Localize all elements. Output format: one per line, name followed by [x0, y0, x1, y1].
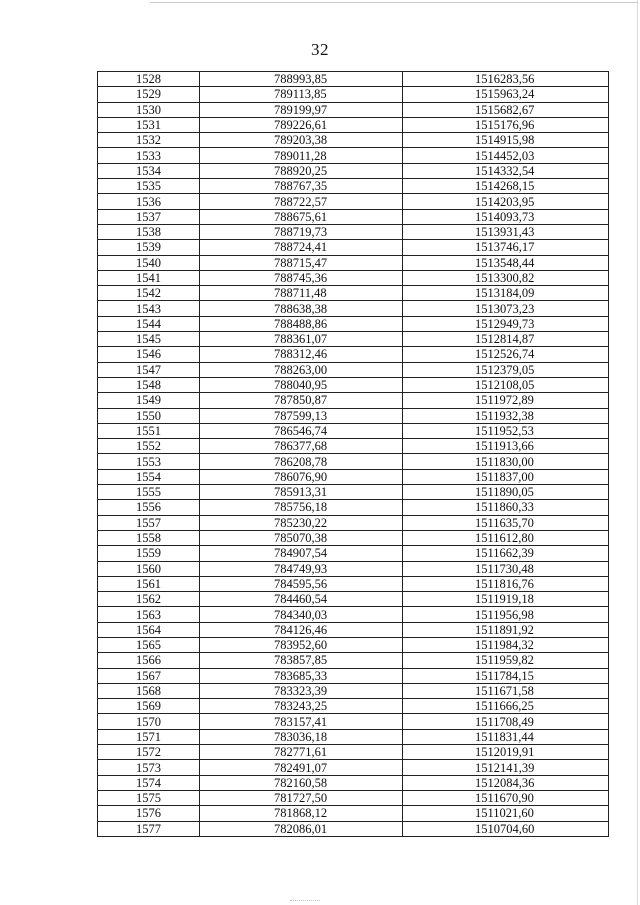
y-coordinate-cell: 1511837,00: [403, 469, 609, 484]
coordinates-table-container: [97, 71, 608, 837]
x-coordinate-cell: 782086,01: [200, 821, 403, 836]
y-coordinate-cell: 1514452,03: [403, 148, 609, 163]
x-coordinate-cell: 788263,00: [200, 362, 403, 377]
y-coordinate-cell: 1512379,05: [403, 362, 609, 377]
y-coordinate-cell: 1511670,90: [403, 790, 609, 805]
x-coordinate-cell: 788722,57: [200, 194, 403, 209]
x-coordinate-cell: 786076,90: [200, 469, 403, 484]
x-coordinate-cell: 786208,78: [200, 454, 403, 469]
table-row: [98, 286, 609, 301]
y-coordinate-cell: 1513931,43: [403, 224, 609, 239]
point-number-cell: 1550: [98, 408, 200, 423]
table-row: [98, 790, 609, 805]
y-coordinate-cell: 1511891,92: [403, 622, 609, 637]
table-row: [98, 561, 609, 576]
point-number-cell: 1534: [98, 163, 200, 178]
y-coordinate-cell: 1511932,38: [403, 408, 609, 423]
point-number-cell: 1529: [98, 87, 200, 102]
table-row: [98, 87, 609, 102]
y-coordinate-cell: 1511952,53: [403, 423, 609, 438]
y-coordinate-cell: 1511816,76: [403, 576, 609, 591]
point-number-cell: 1531: [98, 117, 200, 132]
x-coordinate-cell: 787850,87: [200, 393, 403, 408]
coordinates-table: [97, 71, 609, 837]
table-row: [98, 72, 609, 87]
table-row: [98, 194, 609, 209]
y-coordinate-cell: 1511831,44: [403, 729, 609, 744]
table-row: [98, 148, 609, 163]
point-number-cell: 1539: [98, 240, 200, 255]
table-row: [98, 469, 609, 484]
table-row: [98, 347, 609, 362]
y-coordinate-cell: 1515682,67: [403, 102, 609, 117]
y-coordinate-cell: 1515176,96: [403, 117, 609, 132]
point-number-cell: 1535: [98, 179, 200, 194]
point-number-cell: 1553: [98, 454, 200, 469]
x-coordinate-cell: 782771,61: [200, 745, 403, 760]
y-coordinate-cell: 1512526,74: [403, 347, 609, 362]
table-row: [98, 760, 609, 775]
point-number-cell: 1533: [98, 148, 200, 163]
table-row: [98, 622, 609, 637]
table-row: [98, 117, 609, 132]
table-row: [98, 576, 609, 591]
table-row: [98, 439, 609, 454]
point-number-cell: 1557: [98, 515, 200, 530]
table-row: [98, 745, 609, 760]
point-number-cell: 1572: [98, 745, 200, 760]
x-coordinate-cell: 785913,31: [200, 485, 403, 500]
point-number-cell: 1548: [98, 377, 200, 392]
table-row: [98, 133, 609, 148]
y-coordinate-cell: 1511860,33: [403, 500, 609, 515]
y-coordinate-cell: 1515963,24: [403, 87, 609, 102]
x-coordinate-cell: 788767,35: [200, 179, 403, 194]
x-coordinate-cell: 788920,25: [200, 163, 403, 178]
page-number: 32: [311, 40, 329, 59]
point-number-cell: 1566: [98, 653, 200, 668]
point-number-cell: 1538: [98, 224, 200, 239]
y-coordinate-cell: 1511984,32: [403, 637, 609, 652]
x-coordinate-cell: 784907,54: [200, 546, 403, 561]
x-coordinate-cell: 788361,07: [200, 332, 403, 347]
table-row: [98, 408, 609, 423]
x-coordinate-cell: 781727,50: [200, 790, 403, 805]
y-coordinate-cell: 1510704,60: [403, 821, 609, 836]
x-coordinate-cell: 784595,56: [200, 576, 403, 591]
table-row: [98, 592, 609, 607]
y-coordinate-cell: 1516283,56: [403, 72, 609, 87]
table-row: [98, 515, 609, 530]
table-row: [98, 454, 609, 469]
table-row: [98, 377, 609, 392]
x-coordinate-cell: 785070,38: [200, 530, 403, 545]
x-coordinate-cell: 788638,38: [200, 301, 403, 316]
y-coordinate-cell: 1514203,95: [403, 194, 609, 209]
coordinates-table-body: [98, 72, 609, 837]
table-row: [98, 530, 609, 545]
x-coordinate-cell: 788715,47: [200, 255, 403, 270]
x-coordinate-cell: 788040,95: [200, 377, 403, 392]
point-number-cell: 1575: [98, 790, 200, 805]
y-coordinate-cell: 1514093,73: [403, 209, 609, 224]
y-coordinate-cell: 1513073,23: [403, 301, 609, 316]
table-row: [98, 714, 609, 729]
x-coordinate-cell: 786546,74: [200, 423, 403, 438]
x-coordinate-cell: 785756,18: [200, 500, 403, 515]
point-number-cell: 1552: [98, 439, 200, 454]
x-coordinate-cell: 788719,73: [200, 224, 403, 239]
x-coordinate-cell: 784126,46: [200, 622, 403, 637]
y-coordinate-cell: 1511959,82: [403, 653, 609, 668]
scan-edge-top: [150, 2, 638, 3]
point-number-cell: 1542: [98, 286, 200, 301]
table-row: [98, 270, 609, 285]
y-coordinate-cell: 1513300,82: [403, 270, 609, 285]
point-number-cell: 1540: [98, 255, 200, 270]
x-coordinate-cell: 788488,86: [200, 316, 403, 331]
table-row: [98, 683, 609, 698]
y-coordinate-cell: 1512108,05: [403, 377, 609, 392]
x-coordinate-cell: 786377,68: [200, 439, 403, 454]
point-number-cell: 1567: [98, 668, 200, 683]
point-number-cell: 1549: [98, 393, 200, 408]
x-coordinate-cell: 788724,41: [200, 240, 403, 255]
table-row: [98, 332, 609, 347]
x-coordinate-cell: 788675,61: [200, 209, 403, 224]
x-coordinate-cell: 781868,12: [200, 806, 403, 821]
x-coordinate-cell: 788711,48: [200, 286, 403, 301]
point-number-cell: 1545: [98, 332, 200, 347]
y-coordinate-cell: 1513548,44: [403, 255, 609, 270]
x-coordinate-cell: 788745,36: [200, 270, 403, 285]
x-coordinate-cell: 785230,22: [200, 515, 403, 530]
x-coordinate-cell: 782160,58: [200, 775, 403, 790]
point-number-cell: 1544: [98, 316, 200, 331]
x-coordinate-cell: 783857,85: [200, 653, 403, 668]
point-number-cell: 1564: [98, 622, 200, 637]
point-number-cell: 1555: [98, 485, 200, 500]
point-number-cell: 1562: [98, 592, 200, 607]
point-number-cell: 1570: [98, 714, 200, 729]
table-row: [98, 775, 609, 790]
table-row: [98, 393, 609, 408]
point-number-cell: 1556: [98, 500, 200, 515]
x-coordinate-cell: 784749,93: [200, 561, 403, 576]
point-number-cell: 1543: [98, 301, 200, 316]
y-coordinate-cell: 1511708,49: [403, 714, 609, 729]
point-number-cell: 1577: [98, 821, 200, 836]
scan-edge-right: [637, 0, 638, 905]
point-number-cell: 1558: [98, 530, 200, 545]
point-number-cell: 1568: [98, 683, 200, 698]
table-row: [98, 806, 609, 821]
point-number-cell: 1537: [98, 209, 200, 224]
x-coordinate-cell: 787599,13: [200, 408, 403, 423]
y-coordinate-cell: 1511913,66: [403, 439, 609, 454]
x-coordinate-cell: 789199,97: [200, 102, 403, 117]
y-coordinate-cell: 1511662,39: [403, 546, 609, 561]
x-coordinate-cell: 783157,41: [200, 714, 403, 729]
y-coordinate-cell: 1514268,15: [403, 179, 609, 194]
point-number-cell: 1561: [98, 576, 200, 591]
y-coordinate-cell: 1511671,58: [403, 683, 609, 698]
x-coordinate-cell: 789203,38: [200, 133, 403, 148]
point-number-cell: 1563: [98, 607, 200, 622]
table-row: [98, 163, 609, 178]
point-number-cell: 1559: [98, 546, 200, 561]
y-coordinate-cell: 1511972,89: [403, 393, 609, 408]
point-number-cell: 1541: [98, 270, 200, 285]
point-number-cell: 1571: [98, 729, 200, 744]
y-coordinate-cell: 1512019,91: [403, 745, 609, 760]
table-row: [98, 224, 609, 239]
scan-mark-bottom: [290, 900, 320, 902]
point-number-cell: 1576: [98, 806, 200, 821]
y-coordinate-cell: 1511612,80: [403, 530, 609, 545]
point-number-cell: 1573: [98, 760, 200, 775]
x-coordinate-cell: 788993,85: [200, 72, 403, 87]
table-row: [98, 362, 609, 377]
x-coordinate-cell: 784460,54: [200, 592, 403, 607]
x-coordinate-cell: 789226,61: [200, 117, 403, 132]
y-coordinate-cell: 1512141,39: [403, 760, 609, 775]
table-row: [98, 653, 609, 668]
y-coordinate-cell: 1514332,54: [403, 163, 609, 178]
y-coordinate-cell: 1511021,60: [403, 806, 609, 821]
y-coordinate-cell: 1511635,70: [403, 515, 609, 530]
table-row: [98, 179, 609, 194]
y-coordinate-cell: 1512814,87: [403, 332, 609, 347]
table-row: [98, 637, 609, 652]
table-row: [98, 209, 609, 224]
y-coordinate-cell: 1511830,00: [403, 454, 609, 469]
point-number-cell: 1551: [98, 423, 200, 438]
y-coordinate-cell: 1513746,17: [403, 240, 609, 255]
point-number-cell: 1532: [98, 133, 200, 148]
x-coordinate-cell: 788312,46: [200, 347, 403, 362]
point-number-cell: 1569: [98, 699, 200, 714]
point-number-cell: 1547: [98, 362, 200, 377]
table-row: [98, 316, 609, 331]
point-number-cell: 1528: [98, 72, 200, 87]
table-row: [98, 699, 609, 714]
x-coordinate-cell: 783952,60: [200, 637, 403, 652]
y-coordinate-cell: 1514915,98: [403, 133, 609, 148]
table-row: [98, 485, 609, 500]
y-coordinate-cell: 1511919,18: [403, 592, 609, 607]
point-number-cell: 1530: [98, 102, 200, 117]
point-number-cell: 1546: [98, 347, 200, 362]
y-coordinate-cell: 1511666,25: [403, 699, 609, 714]
x-coordinate-cell: 782491,07: [200, 760, 403, 775]
y-coordinate-cell: 1511956,98: [403, 607, 609, 622]
y-coordinate-cell: 1512949,73: [403, 316, 609, 331]
x-coordinate-cell: 783243,25: [200, 699, 403, 714]
table-row: [98, 102, 609, 117]
y-coordinate-cell: 1512084,36: [403, 775, 609, 790]
point-number-cell: 1536: [98, 194, 200, 209]
table-row: [98, 423, 609, 438]
x-coordinate-cell: 789113,85: [200, 87, 403, 102]
point-number-cell: 1574: [98, 775, 200, 790]
y-coordinate-cell: 1511784,15: [403, 668, 609, 683]
table-row: [98, 546, 609, 561]
y-coordinate-cell: 1511890,05: [403, 485, 609, 500]
point-number-cell: 1565: [98, 637, 200, 652]
x-coordinate-cell: 783685,33: [200, 668, 403, 683]
table-row: [98, 607, 609, 622]
x-coordinate-cell: 783323,39: [200, 683, 403, 698]
y-coordinate-cell: 1513184,09: [403, 286, 609, 301]
table-row: [98, 301, 609, 316]
table-row: [98, 729, 609, 744]
x-coordinate-cell: 784340,03: [200, 607, 403, 622]
table-row: [98, 668, 609, 683]
x-coordinate-cell: 789011,28: [200, 148, 403, 163]
point-number-cell: 1554: [98, 469, 200, 484]
table-row: [98, 500, 609, 515]
x-coordinate-cell: 783036,18: [200, 729, 403, 744]
point-number-cell: 1560: [98, 561, 200, 576]
table-row: [98, 240, 609, 255]
y-coordinate-cell: 1511730,48: [403, 561, 609, 576]
table-row: [98, 821, 609, 836]
table-row: [98, 255, 609, 270]
